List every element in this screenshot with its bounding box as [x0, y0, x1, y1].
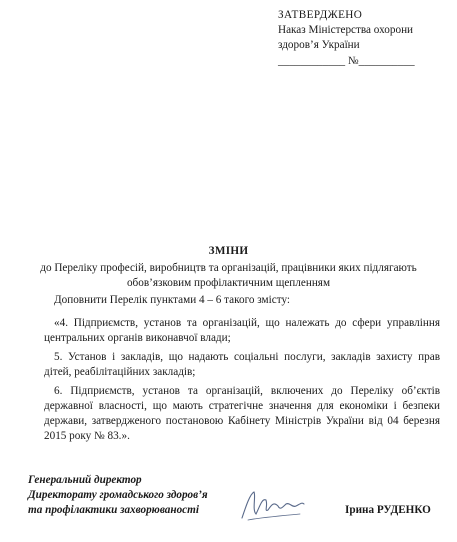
signatory-position	[28, 473, 238, 518]
intro-paragraph: Доповнити Перелік пунктами 4 – 6 такого змісту:	[54, 294, 291, 306]
document-subtitle-line-1: до Переліку професій, виробництв та організацій, працівники яких підлягають	[40, 262, 417, 274]
signatory-position-line-2: Директорату громадського здоров’я	[28, 489, 208, 501]
document-subtitle-line-2: обов’язковим профілактичним щепленням	[126, 277, 331, 289]
signatory-name: Ірина РУДЕНКО	[345, 504, 431, 516]
approval-heading: ЗАТВЕРДЖЕНО	[278, 9, 363, 21]
approval-number-line: ____________ №__________	[278, 55, 415, 67]
approval-order-line: Наказ Міністерства охорони	[278, 24, 414, 36]
document-title-block	[16, 244, 441, 291]
item-paragraph-4: «4. Підприємств, установ та організацій, що належать до сфери управління центральних органів виконавчої влади;	[44, 317, 440, 344]
signatory-position-line-1: Генеральний директор	[28, 474, 142, 486]
approval-stamp-block	[278, 8, 438, 69]
item-paragraph-5: 5. Установ і закладів, що надають соціальні послуги, закладів захисту прав дітей, реабілітаційних закладів;	[44, 351, 440, 378]
handwritten-signature	[238, 488, 308, 524]
document-title: ЗМІНИ	[208, 245, 249, 257]
document-body	[44, 293, 440, 450]
signatory-position-line-3: та профілактики захворюваності	[28, 504, 199, 516]
item-paragraph-6: 6. Підприємств, установ та організацій, включених до Переліку об’єктів державної власності, що мають стратегічне значення для економіки і безпеки держави, затвердженого постановою Кабінету Міністрів України від 04 березня 2015 року № 83.».	[44, 385, 440, 442]
approval-ministry-line: здоров’я України	[278, 39, 360, 51]
